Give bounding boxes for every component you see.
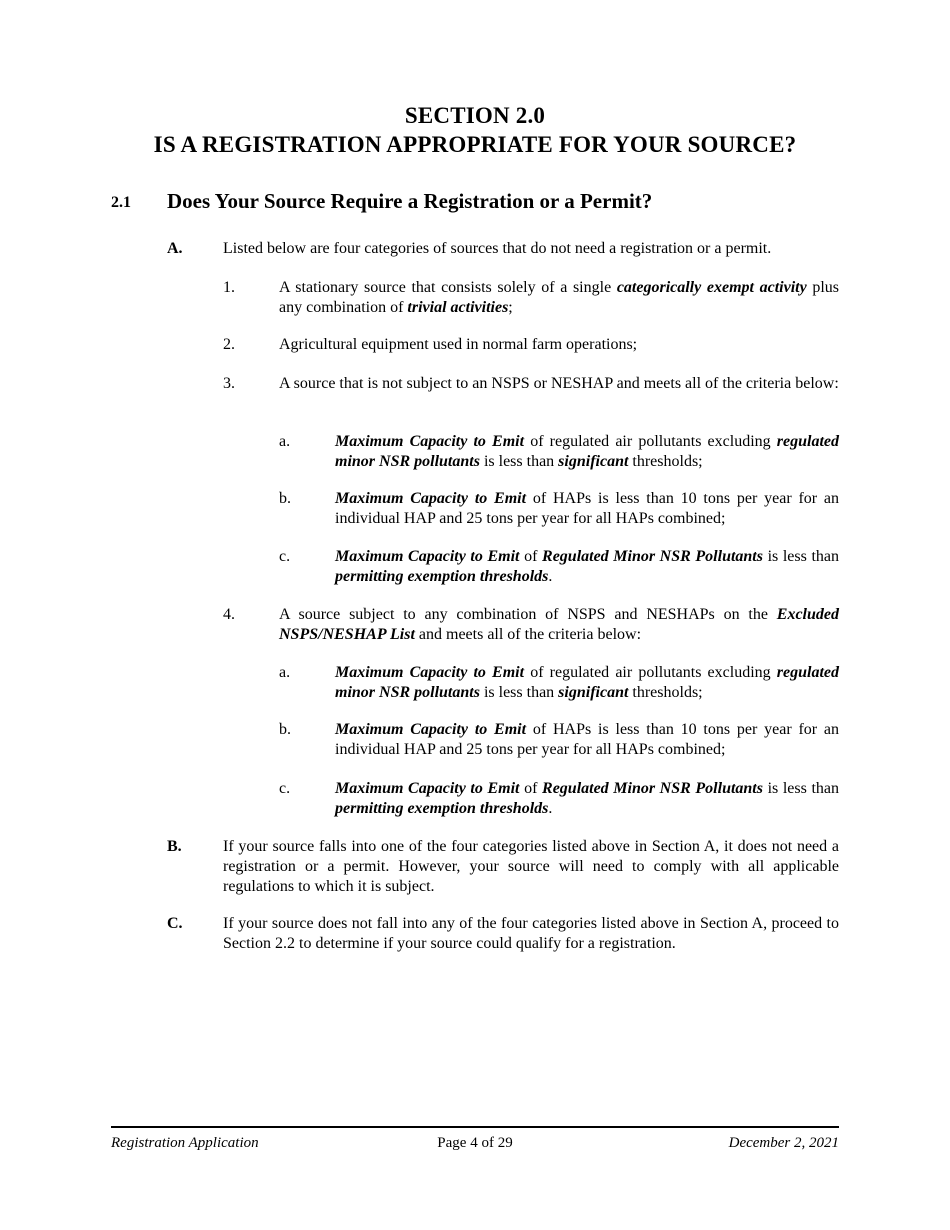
list-item-2: Agricultural equipment used in normal farm operations; <box>279 336 638 353</box>
subsection-number: 2.1 <box>111 194 131 211</box>
list-item-3: A source that is not subject to an NSPS or NESHAP and meets all of the criteria below: <box>279 375 839 392</box>
footer-date: December 2, 2021 <box>728 1135 839 1151</box>
sub-item-3c: Maximum Capacity to Emit of Regulated Minor NSR Pollutants is less than permitting exemption thresholds. <box>335 548 840 585</box>
item-b-text: If your source falls into one of the four categories listed above in Section A, it does not need a registration or a permit. However, your source will need to comply with all applicable regulations to which it is subject. <box>223 838 839 895</box>
list-number-3: 3. <box>223 375 235 392</box>
item-c-text: If your source does not fall into any of the four categories listed above in Section A, proceed to Section 2.2 to determine if your source could qualify for a registration. <box>223 915 839 952</box>
item-a-intro: Listed below are four categories of sources that do not need a registration or a permit. <box>223 240 772 257</box>
sub-item-4a: Maximum Capacity to Emit of regulated air pollutants excluding regulated minor NSR pollutants is less than significant thresholds; <box>335 664 839 701</box>
sub-item-4c: Maximum Capacity to Emit of Regulated Minor NSR Pollutants is less than permitting exemption thresholds. <box>335 780 840 817</box>
section-subtitle: IS A REGISTRATION APPROPRIATE FOR YOUR SOURCE? <box>153 132 797 157</box>
footer-doc-title: Registration Application <box>111 1135 259 1151</box>
list-number-2: 2. <box>223 336 235 353</box>
item-label-c: C. <box>167 915 183 932</box>
sub-label-4a: a. <box>279 664 291 681</box>
section-title: SECTION 2.0 <box>404 103 546 128</box>
sub-label-4b: b. <box>279 721 291 738</box>
sub-label-3a: a. <box>279 433 291 450</box>
subsection-heading: Does Your Source Require a Registration or a Permit? <box>167 189 653 213</box>
sub-item-4b: Maximum Capacity to Emit of HAPs is less than 10 tons per year for an individual HAP and 25 tons per year for all HAPs combined; <box>335 721 840 758</box>
item-label-b: B. <box>167 838 182 855</box>
list-item-1: A stationary source that consists solely of a single categorically exempt activity plus any combination of trivial activities; <box>279 279 839 316</box>
sub-item-3b: Maximum Capacity to Emit of HAPs is less than 10 tons per year for an individual HAP and 25 tons per year for all HAPs combined; <box>335 490 840 527</box>
list-number-4: 4. <box>223 606 235 623</box>
sub-item-3a: Maximum Capacity to Emit of regulated air pollutants excluding regulated minor NSR pollutants is less than significant thresholds; <box>335 433 839 470</box>
item-label-a: A. <box>167 240 183 257</box>
sub-label-4c: c. <box>279 780 291 797</box>
footer-rule <box>111 1126 839 1128</box>
sub-label-3c: c. <box>279 548 291 565</box>
list-number-1: 1. <box>223 279 235 296</box>
footer-page-number: Page 4 of 29 <box>437 1135 513 1151</box>
sub-label-3b: b. <box>279 490 291 507</box>
list-item-4: A source subject to any combination of NSPS and NESHAPs on the Excluded NSPS/NESHAP List and meets all of the criteria below: <box>279 606 839 643</box>
